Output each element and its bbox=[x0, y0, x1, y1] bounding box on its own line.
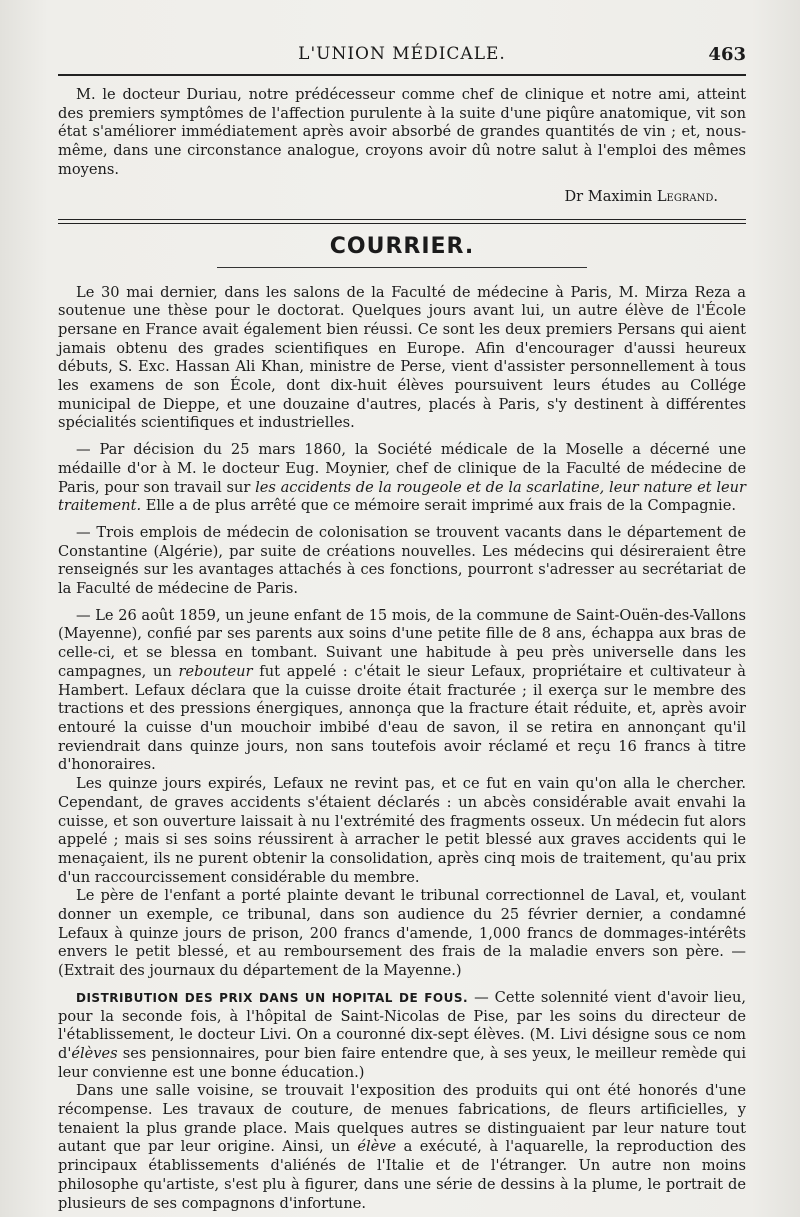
page-number: 463 bbox=[708, 44, 746, 65]
paragraph-moselle-medal bbox=[58, 441, 746, 516]
prize-term: élèves bbox=[71, 1044, 118, 1062]
signature-prefix: Dr Maximin bbox=[564, 187, 657, 205]
paragraph-moselle-text-2: Elle a de plus arrêté que ce mémoire serait imprimé aux frais de la Compagnie. bbox=[141, 497, 736, 515]
header-rule bbox=[58, 74, 746, 76]
intro-paragraph: M. le docteur Duriau, notre prédécesseur comme chef de clinique et notre ami, atteint des premiers symptômes de l'affection purulente à la suite d'une piqûre anatomique, vit son état s'améliorer immédiatement après avoir absorbé de grandes quantités de vin ; et, nous-même, dans une circonstance analogue, croyons avoir dû notre salut à l'emploi des mêmes moyens. bbox=[58, 86, 746, 178]
paragraph-rebouteur-text-1: — Le 26 août 1859, un jeune enfant de 15 mois, de la commune de Saint-Ouën-des-Vallons (Mayenne), confié par ses parents aux soins d'une petite fille de 8 ans, échappa aux bras de celle-ci, et se blessa en tombant. Suivant une habitude à peu près universelle dans les campagnes, un bbox=[58, 606, 746, 680]
paragraph-complications: Les quinze jours expirés, Lefaux ne revint pas, et ce fut en vain qu'on alla le chercher. Cependant, de graves accidents s'étaient déclarés : un abcès considérable avait envahi la cuisse, et son ouverture laissait à nu l'extrémité des fragments osseux. Un médecin fut alors appelé ; mais si ses soins réussirent à arracher le petit blessé aux graves accidents qui le menaçaient, ils ne purent obtenir la consolidation, après cinq mois de traitement, qu'au prix d'un raccourcissement considérable du membre. bbox=[58, 775, 746, 886]
paragraph-exhibition bbox=[58, 1082, 746, 1213]
signature-name: Legrand. bbox=[656, 187, 718, 205]
prize-text-2: ses pensionnaires, pour bien faire entendre que, à ses yeux, le meilleur remède qui leur convienne est une bonne éducation.) bbox=[58, 1044, 746, 1081]
running-title: L'UNION MÉDICALE. bbox=[298, 44, 506, 64]
section-divider bbox=[58, 219, 746, 224]
paragraph-rebouteur-case bbox=[58, 607, 746, 775]
prize-text-1: — Cette solennité vient d'avoir lieu, pour la seconde fois, à l'hôpital de Saint-Nicolas de Pise, par les soins du directeur de l'établissement, le docteur Livi. On a couronné dix-sept élèves. (M. Livi désigne sous ce nom d' bbox=[58, 988, 746, 1062]
title-underline bbox=[217, 267, 587, 268]
intro-section bbox=[58, 70, 746, 180]
courrier-section bbox=[58, 284, 746, 1214]
section-title: COURRIER. bbox=[329, 233, 475, 259]
paragraph-rebouteur-text-2: fut appelé : c'était le sieur Lefaux, propriétaire et cultivateur à Hambert. Lefaux déclara que la cuisse droite était fracturée ; il exerça sur le membre des tractions et des pressions énergiques, annonça que la fracture était réduite, et, après avoir entouré la cuisse d'un mouchoir imbibé d'eau de savon, il se retira en annonçant qu'il reviendrait dans quinze jours, non sans toutefois avoir réclamé et reçu 16 francs à titre d'honoraires. bbox=[58, 662, 746, 774]
running-header bbox=[58, 0, 746, 70]
paragraph-moselle-title: les accidents de la rougeole et de la scarlatine, leur nature et leur traitement. bbox=[58, 478, 746, 515]
paragraph-colonisation-posts: — Trois emplois de médecin de colonisation se trouvent vacants dans le département de Constantine (Algérie), par suite de créations nouvelles. Les médecins qui désireraient être renseignés sur les avantages attachés à ces fonctions, pourront s'adresser au secrétariat de la Faculté de médecine de Paris. bbox=[58, 523, 746, 598]
paragraph-persian-students: Le 30 mai dernier, dans les salons de la Faculté de médecine à Paris, M. Mirza Reza a soutenue une thèse pour le doctorat. Quelques jours avant lui, un autre élève de l'École persane en France avait également bien réussi. Ce sont les deux premiers Persans qui aient jamais obtenu des grades scientifiques en Europe. Afin d'encourager d'aussi heureux débuts, S. Exc. Hassan Ali Khan, ministre de Perse, vient d'assister personnellement à tous les examens de son École, dont dix-huit élèves poursuivent leurs études au Collége municipal de Dieppe, et une douzaine d'autres, placés à Paris, s'y destinent à différentes spécialités scientifiques et industrielles. bbox=[58, 283, 746, 432]
paragraph-prize-distribution bbox=[58, 989, 746, 1083]
exhibition-term: élève bbox=[357, 1138, 397, 1156]
prize-heading: DISTRIBUTION DES PRIX DANS UN HOPITAL DE FOUS. bbox=[76, 990, 469, 1005]
exhibition-text-2: a exécuté, à l'aquarelle, la reproduction des principaux établissements d'aliénés de l'Italie et de l'étranger. Un autre non moins philosophe qu'artiste, s'est plu à figurer, dans une série de dessins à la plume, le portrait de plusieurs de ses compagnons d'infortune. bbox=[58, 1138, 746, 1212]
paragraph-moselle-text-1: — Par décision du 25 mars 1860, la Société médicale de la Moselle a décerné une médaille d'or à M. le docteur Eug. Moynier, chef de clinique de la Faculté de médecine de Paris, pour son travail sur bbox=[58, 441, 746, 496]
paragraph-rebouteur-term: rebouteur bbox=[178, 662, 253, 680]
exhibition-text-1: Dans une salle voisine, se trouvait l'exposition des produits qui ont été honorés d'une récompense. Les travaux de couture, de menues fabrications, de fleurs artificielles, y tenaient la plus grande place. Mais quelques autres se distinguaient par leur nature tout autant que par leur origine. Ainsi, un bbox=[58, 1082, 746, 1156]
paragraph-tribunal: Le père de l'enfant a porté plainte devant le tribunal correctionnel de Laval, et, voulant donner un exemple, ce tribunal, dans son audience du 25 février dernier, a condamné Lefaux à quinze jours de prison, 200 francs d'amende, 1,000 francs de dommages-intérêts envers le petit blessé, et au remboursement des frais de la maladie envers son père. — (Extrait des journaux du département de la Mayenne.) bbox=[58, 887, 746, 980]
author-signature bbox=[58, 188, 718, 205]
